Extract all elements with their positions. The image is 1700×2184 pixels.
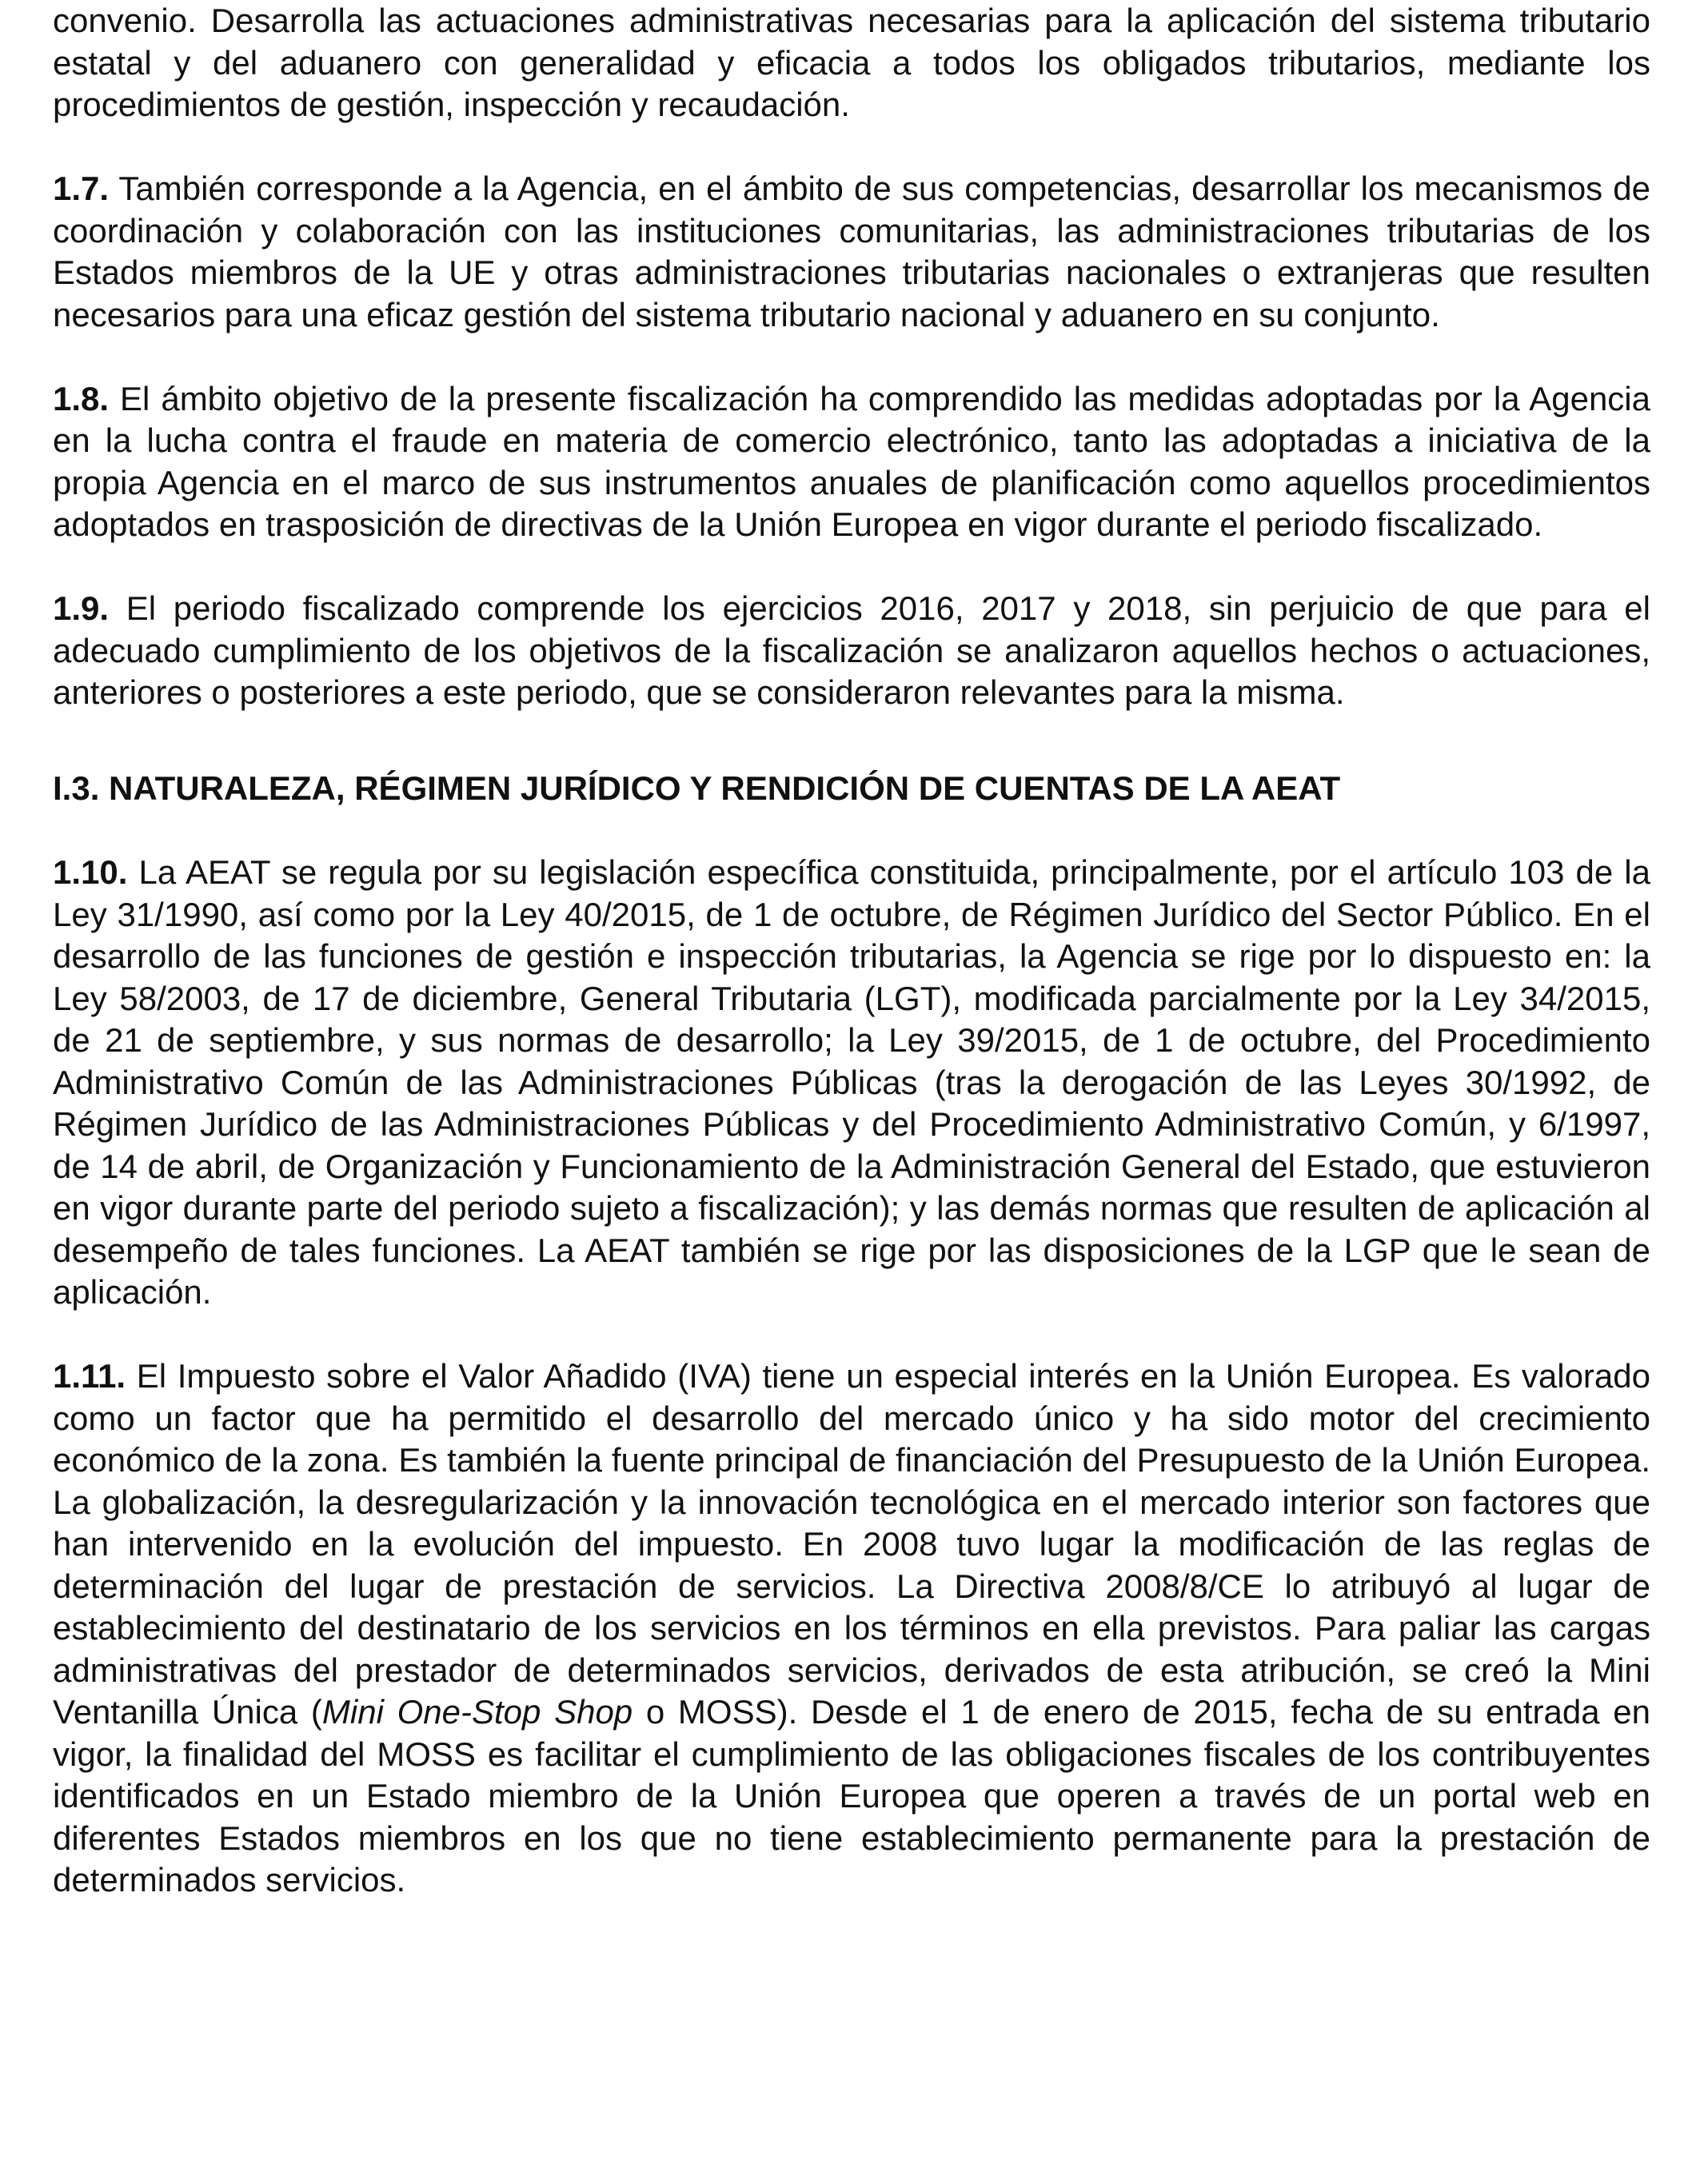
paragraph-text-before: El Impuesto sobre el Valor Añadido (IVA) tiene un especial interés en la Unión Europea. Es valorado como un factor que ha permitido el desarrollo del mercado único y ha sido motor del crecimiento económico de la zona. Es también la fuente principal de financiación del Presupuesto de la Unión Europea. La globalización, la desregularización y la innovación tecnológica en el mercado interior son factores que han intervenido en la evolución del impuesto. En 2008 tuvo lugar la modificación de las reglas de determinación del lugar de prestación de servicios. La Directiva 2008/8/CE lo atribuyó al lugar de establecimiento del destinatario de los servicios en los términos en ella previstos. Para paliar las cargas administrativas del prestador de determinados servicios, derivados de esta atribución, se creó la Mini Ventanilla Única ( (53, 1357, 1650, 1731)
paragraph-1-9 (53, 588, 1650, 714)
paragraph-number: 1.7. (53, 170, 110, 207)
paragraph-1-11 (53, 1356, 1650, 1902)
paragraph-number: 1.11. (53, 1357, 126, 1395)
paragraph-intro (53, 0, 1650, 126)
paragraph-text: También corresponde a la Agencia, en el ámbito de sus competencias, desarrollar los mecanismos de coordinación y colaboración con las instituciones comunitarias, las administraciones tributarias de los Estados miembros de la UE y otras administraciones tributarias nacionales o extranjeras que resulten necesarios para una eficaz gestión del sistema tributario nacional y aduanero en su conjunto. (53, 170, 1650, 333)
section-heading: I.3. NATURALEZA, RÉGIMEN JURÍDICO Y RENDICIÓN DE CUENTAS DE LA AEAT (53, 769, 1341, 807)
paragraph-text-italic: Mini One-Stop Shop (321, 1693, 633, 1731)
paragraph-text-after: o MOSS). Desde el 1 de enero de 2015, fecha de su entrada en vigor, la finalidad del MOSS es facilitar el cumplimiento de las obligaciones fiscales de los contribuyentes identificados en un Estado miembro de la Unión Europea que operen a través de un portal web en diferentes Estados miembros en los que no tiene establecimiento permanente para la prestación de determinados servicios. (53, 1693, 1650, 1899)
paragraph-text: El ámbito objetivo de la presente fiscalización ha comprendido las medidas adoptadas por la Agencia en la lucha contra el fraude en materia de comercio electrónico, tanto las adoptadas a iniciativa de la propia Agencia en el marco de sus instrumentos anuales de planificación como aquellos procedimientos adoptados en trasposición de directivas de la Unión Europea en vigor durante el periodo fiscalizado. (53, 379, 1650, 543)
paragraph-number: 1.10. (53, 853, 128, 891)
paragraph-1-8 (53, 378, 1650, 546)
paragraph-text: La AEAT se regula por su legislación específica constituida, principalmente, por el artículo 103 de la Ley 31/1990, así como por la Ley 40/2015, de 1 de octubre, de Régimen Jurídico del Sector Público. En el desarrollo de las funciones de gestión e inspección tributarias, la Agencia se rige por lo dispuesto en: la Ley 58/2003, de 17 de diciembre, General Tributaria (LGT), modificada parcialmente por la Ley 34/2015, de 21 de septiembre, y sus normas de desarrollo; la Ley 39/2015, de 1 de octubre, del Procedimiento Administrativo Común de las Administraciones Públicas (tras la derogación de las Leyes 30/1992, de Régimen Jurídico de las Administraciones Públicas y del Procedimiento Administrativo Común, y 6/1997, de 14 de abril, de Organización y Funcionamiento de la Administración General del Estado, que estuvieron en vigor durante parte del periodo sujeto a fiscalización); y las demás normas que resulten de aplicación al desempeño de tales funciones. La AEAT también se rige por las disposiciones de la LGP que le sean de aplicación. (53, 853, 1650, 1311)
paragraph-number: 1.9. (53, 589, 110, 627)
paragraph-text: El periodo fiscalizado comprende los ejercicios 2016, 2017 y 2018, sin perjuicio de que para el adecuado cumplimiento de los objetivos de la fiscalización se analizaron aquellos hechos o actuaciones, anteriores o posteriores a este periodo, que se consideraron relevantes para la misma. (53, 589, 1650, 711)
paragraph-intro-text: convenio. Desarrolla las actuaciones administrativas necesarias para la aplicación del sistema tributario estatal y del aduanero con generalidad y eficacia a todos los obligados tributarios, mediante los procedimientos de gestión, inspección y recaudación. (53, 2, 1650, 123)
paragraph-number: 1.8. (53, 379, 110, 417)
paragraph-1-7 (53, 168, 1650, 336)
document-page (53, 0, 1650, 1943)
paragraph-1-10 (53, 852, 1650, 1314)
